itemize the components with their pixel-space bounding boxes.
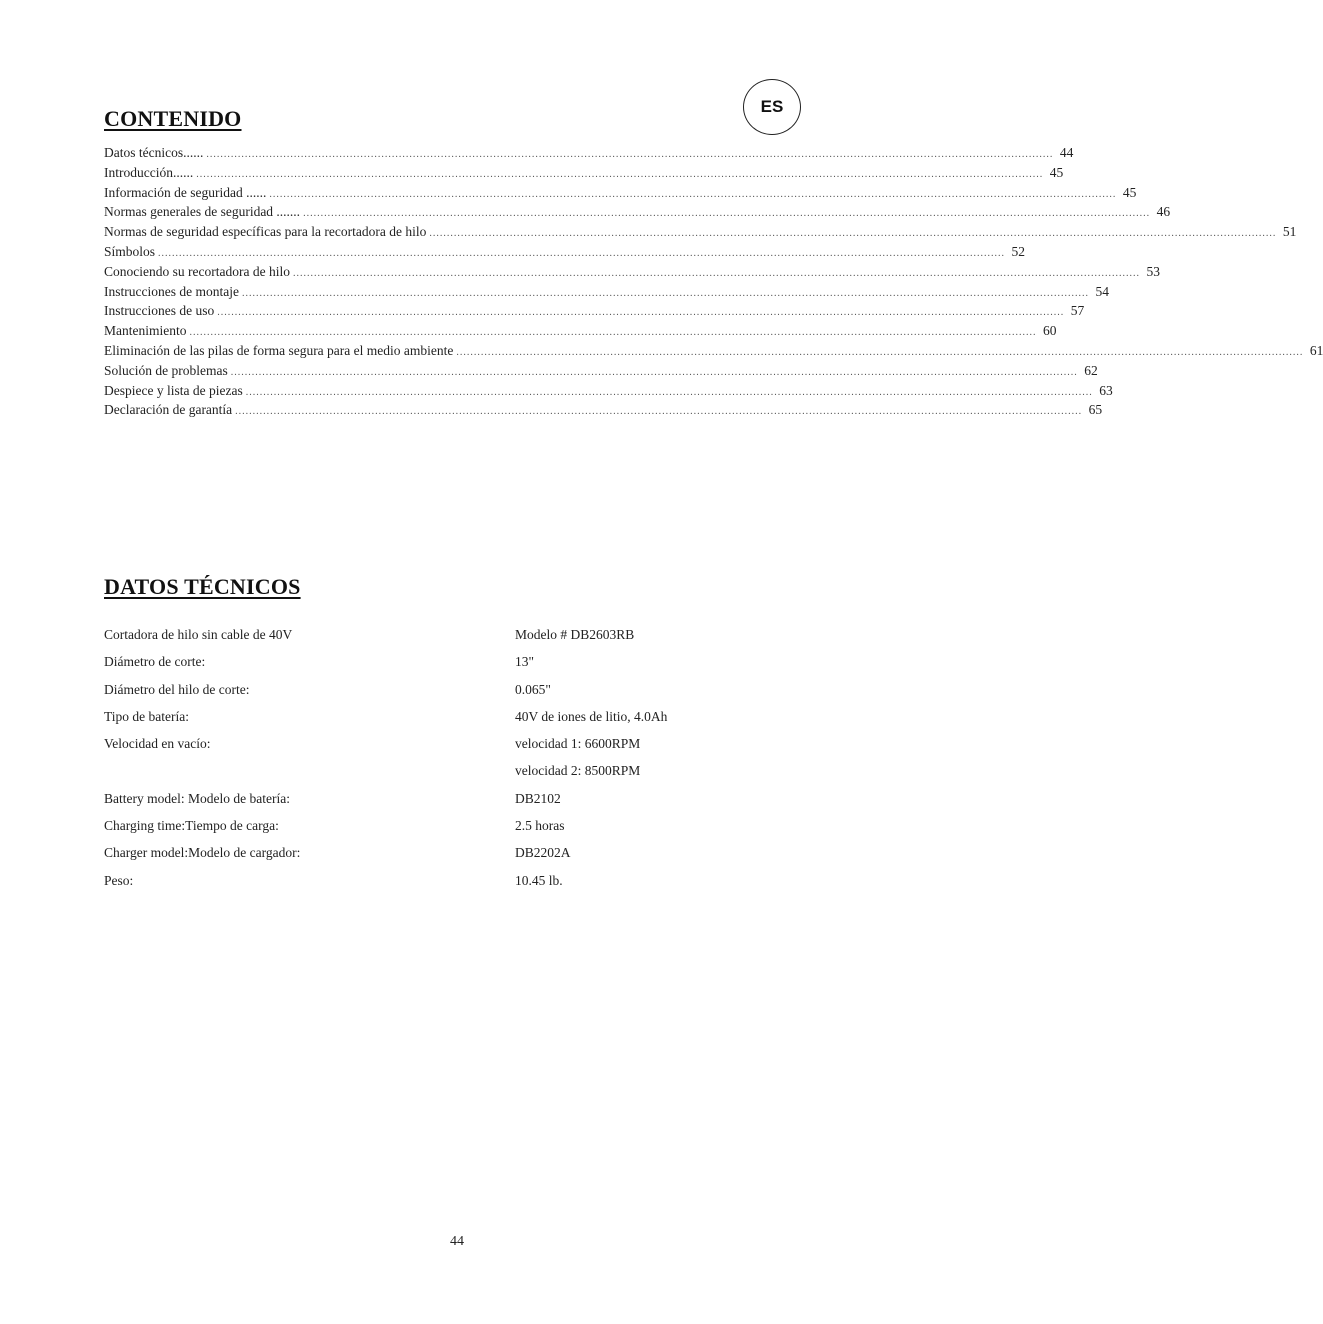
spec-value: 0.065" — [515, 681, 551, 697]
toc-entry-label: Normas generales de seguridad ....... — [104, 204, 301, 220]
technical-data-title: DATOS TÉCNICOS — [104, 574, 301, 599]
spec-value: Modelo # DB2603RB — [515, 627, 635, 642]
spec-label: Charger model:Modelo de cargador: — [104, 845, 301, 861]
toc-dot-leader: .................................................................................................................................................................................................................................................. — [189, 327, 1037, 339]
toc-dot-leader: .................................................................................................................................................................................................................................................. — [206, 149, 1054, 160]
toc-entry — [104, 163, 1064, 183]
spec-row — [104, 707, 744, 734]
spec-row — [104, 843, 744, 870]
toc-entry-label: Información de seguridad ...... — [104, 184, 267, 200]
toc-entry — [104, 183, 1137, 203]
toc-entry — [104, 282, 1109, 302]
toc-dot-leader: .................................................................................................................................................................................................................................................. — [269, 188, 1117, 200]
toc-dot-leader: .................................................................................................................................................................................................................................................. — [241, 287, 1089, 299]
toc-entry-page: 52 — [1011, 243, 1026, 259]
page-number: 44 — [450, 1234, 464, 1249]
spec-value: DB2202A — [515, 845, 571, 861]
spec-value: 2.5 horas — [515, 818, 565, 834]
spec-row — [104, 761, 744, 788]
spec-label: Peso: — [104, 872, 134, 888]
toc-entry — [104, 143, 1074, 163]
toc-entry-label: Mantenimiento — [104, 323, 187, 339]
spec-label: Diámetro de corte: — [104, 654, 206, 670]
spec-value: 40V de iones de litio, 4.0Ah — [515, 708, 668, 724]
spec-row — [104, 652, 744, 679]
toc-dot-leader: .................................................................................................................................................................................................................................................. — [429, 228, 1277, 240]
toc-entry — [104, 400, 1103, 420]
spec-row — [104, 625, 744, 652]
toc-entry — [104, 242, 1026, 262]
toc-entry-page: 53 — [1146, 263, 1160, 279]
toc-dot-leader: .................................................................................................................................................................................................................................................. — [230, 366, 1078, 378]
toc-entry-page: 57 — [1070, 303, 1085, 319]
toc-entry-page: 60 — [1042, 323, 1057, 339]
toc-dot-leader: .................................................................................................................................................................................................................................................. — [158, 247, 1006, 259]
toc-entry-page: 63 — [1099, 382, 1113, 398]
spec-value: velocidad 2: 8500RPM — [515, 763, 641, 779]
spec-value: DB2102 — [515, 790, 561, 806]
toc-entry-page: 51 — [1282, 224, 1297, 240]
technical-data-table — [104, 625, 744, 898]
spec-label: Tipo de batería: — [104, 708, 189, 724]
toc-entry — [104, 222, 1297, 242]
toc-entry-page: 44 — [1059, 145, 1074, 160]
toc-entry — [104, 381, 1113, 401]
toc-dot-leader: .................................................................................................................................................................................................................................................. — [303, 208, 1151, 220]
toc-entry — [104, 301, 1085, 321]
toc-entry-page: 45 — [1122, 184, 1137, 200]
spec-row — [104, 734, 744, 761]
toc-dot-leader: .................................................................................................................................................................................................................................................. — [245, 386, 1093, 398]
spec-value: 10.45 lb. — [515, 872, 563, 888]
toc-entry-page: 62 — [1084, 362, 1098, 378]
toc-dot-leader: .................................................................................................................................................................................................................................................. — [196, 168, 1044, 180]
toc-entry-label: Normas de seguridad específicas para la recortadora de hilo — [104, 224, 427, 240]
toc-entry-label: Datos técnicos...... — [104, 145, 204, 160]
toc-entry — [104, 202, 1171, 222]
spec-row — [104, 871, 744, 898]
toc-entry-label: Instrucciones de montaje — [104, 283, 239, 299]
spec-value: 13" — [515, 654, 535, 670]
spec-row — [104, 680, 744, 707]
toc-entry-label: Instrucciones de uso — [104, 303, 215, 319]
toc-dot-leader: .................................................................................................................................................................................................................................................. — [292, 267, 1140, 279]
language-badge: ES — [743, 79, 801, 135]
toc-entry-page: 45 — [1049, 164, 1064, 180]
toc-entry — [104, 341, 1323, 361]
spec-row — [104, 789, 744, 816]
spec-value: velocidad 1: 6600RPM — [515, 736, 641, 752]
toc-entry-page: 61 — [1309, 342, 1323, 358]
toc-entry-label: Introducción...... — [104, 164, 194, 180]
toc-dot-leader: .................................................................................................................................................................................................................................................. — [456, 346, 1304, 358]
toc-dot-leader: .................................................................................................................................................................................................................................................. — [217, 307, 1065, 319]
toc-dot-leader: .................................................................................................................................................................................................................................................. — [235, 406, 1083, 418]
toc-entry-label: Símbolos — [104, 243, 156, 259]
spec-label: Velocidad en vacío: — [104, 736, 211, 752]
toc-entry — [104, 361, 1098, 381]
contents-title: CONTENIDO — [104, 106, 242, 131]
toc-entry-label: Eliminación de las pilas de forma segura para el medio ambiente — [104, 342, 454, 358]
toc-entry-label: Declaración de garantía — [104, 402, 233, 418]
toc-entry-page: 54 — [1095, 283, 1109, 299]
toc-entry-page: 46 — [1156, 204, 1171, 220]
table-of-contents — [104, 143, 1323, 420]
toc-entry — [104, 262, 1160, 282]
spec-label: Charging time:Tiempo de carga: — [104, 818, 279, 834]
spec-label: Cortadora de hilo sin cable de 40V — [104, 627, 293, 642]
spec-label: Battery model: Modelo de batería: — [104, 790, 290, 806]
toc-entry-label: Despiece y lista de piezas — [104, 382, 243, 398]
toc-entry-label: Solución de problemas — [104, 362, 228, 378]
toc-entry-label: Conociendo su recortadora de hilo — [104, 263, 290, 279]
spec-label: Diámetro del hilo de corte: — [104, 681, 250, 697]
toc-entry-page: 65 — [1088, 402, 1103, 418]
toc-entry — [104, 321, 1057, 341]
spec-row — [104, 816, 744, 843]
